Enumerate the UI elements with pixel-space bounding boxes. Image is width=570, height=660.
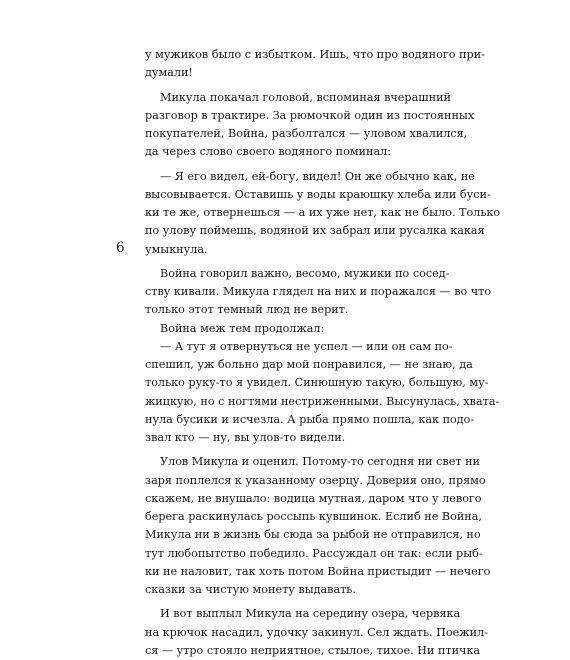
paragraph xyxy=(145,453,491,599)
text-line: Война говорил важно, весомо, мужики по сосед- xyxy=(160,266,450,280)
paragraph xyxy=(145,46,485,83)
text-line: Улов Микула и оценил. Потому-то сегодня ни свет ни xyxy=(160,455,481,469)
text-line: берега раскинулась россыпь кувшинок. Еслиб не Война, xyxy=(145,510,482,523)
text-line: только руку-то я увидел. Синюшную такую, большую, му- xyxy=(145,376,489,390)
page-number: 6 xyxy=(116,240,125,256)
text-line: думали! xyxy=(145,66,193,80)
paragraph xyxy=(145,265,492,320)
text-line: разговор в трактире. За рюмочкой один из постоянных xyxy=(145,108,475,122)
text-line: да через слово своего водяного поминал: xyxy=(145,145,392,159)
text-line: нула бусики и исчезла. А рыба прямо пошла, как подо- xyxy=(145,412,475,426)
text-line: скажем, не внушало: водица мутная, даром что у левого xyxy=(145,491,482,505)
text-line: покупателей, Война, разболтался — уловом хвалился, xyxy=(145,127,468,140)
text-line: звал кто — ну, вы улов-то видели. xyxy=(145,431,346,444)
paragraph xyxy=(145,338,500,448)
paragraph xyxy=(145,168,501,259)
text-line: тут любопытство победило. Рассуждал он так: если рыб- xyxy=(145,546,483,560)
text-line: Война меж тем продолжал: xyxy=(160,321,325,335)
text-line: только этот темный люд не верит. xyxy=(145,303,349,317)
text-line: высовывается. Оставишь у воды краюшку хлеба или буси- xyxy=(145,187,491,201)
text-line: Микула ни в жизнь бы сюда за рыбой не отправился, но xyxy=(145,528,481,542)
text-line: спешил, уж больно дар мой понравился, — не знаю, да xyxy=(145,358,473,371)
text-line: Микула покачал головой, вспоминая вчерашний xyxy=(160,90,452,104)
text-line: жицкую, но с ногтями нестриженными. Высунулась, хвата- xyxy=(145,394,500,408)
text-line: ки не наловит, так хоть потом Война пристыдит — нечего xyxy=(145,564,491,578)
text-line: на крючок насадил, удочку закинул. Сел ждать. Поежил- xyxy=(145,625,488,639)
text-line: сказки за чистую монету выдавать. xyxy=(145,583,356,596)
text-line: ся — утро стояло неприятное, стылое, тихое. Ни птичка xyxy=(145,643,481,657)
text-line: — А тут я отвернуться не успел — или он сам по- xyxy=(160,339,453,353)
paragraph xyxy=(145,320,425,338)
paragraph xyxy=(145,89,475,162)
text-line: по улову поймешь, водяной их забрал или русалка какая xyxy=(145,224,485,238)
text-line: ки те же, отвернешься — а их уже нет, как не было. Только xyxy=(145,206,501,219)
text-line: — Я его видел, ей-богу, видел! Он же обычно как, не xyxy=(160,169,475,183)
paragraph xyxy=(145,605,488,660)
text-line: ству кивали. Микула глядел на них и поражался — во что xyxy=(145,285,492,298)
text-line: умыкнула. xyxy=(145,242,208,256)
body-text xyxy=(145,46,501,660)
text-line: заря поплелся к указанному озерцу. Доверия оно, прямо xyxy=(145,473,486,487)
text-line: у мужиков было с избытком. Ишь, что про водяного при- xyxy=(145,48,485,61)
text-line: И вот выплыл Микула на середину озера, червяка xyxy=(160,607,461,621)
